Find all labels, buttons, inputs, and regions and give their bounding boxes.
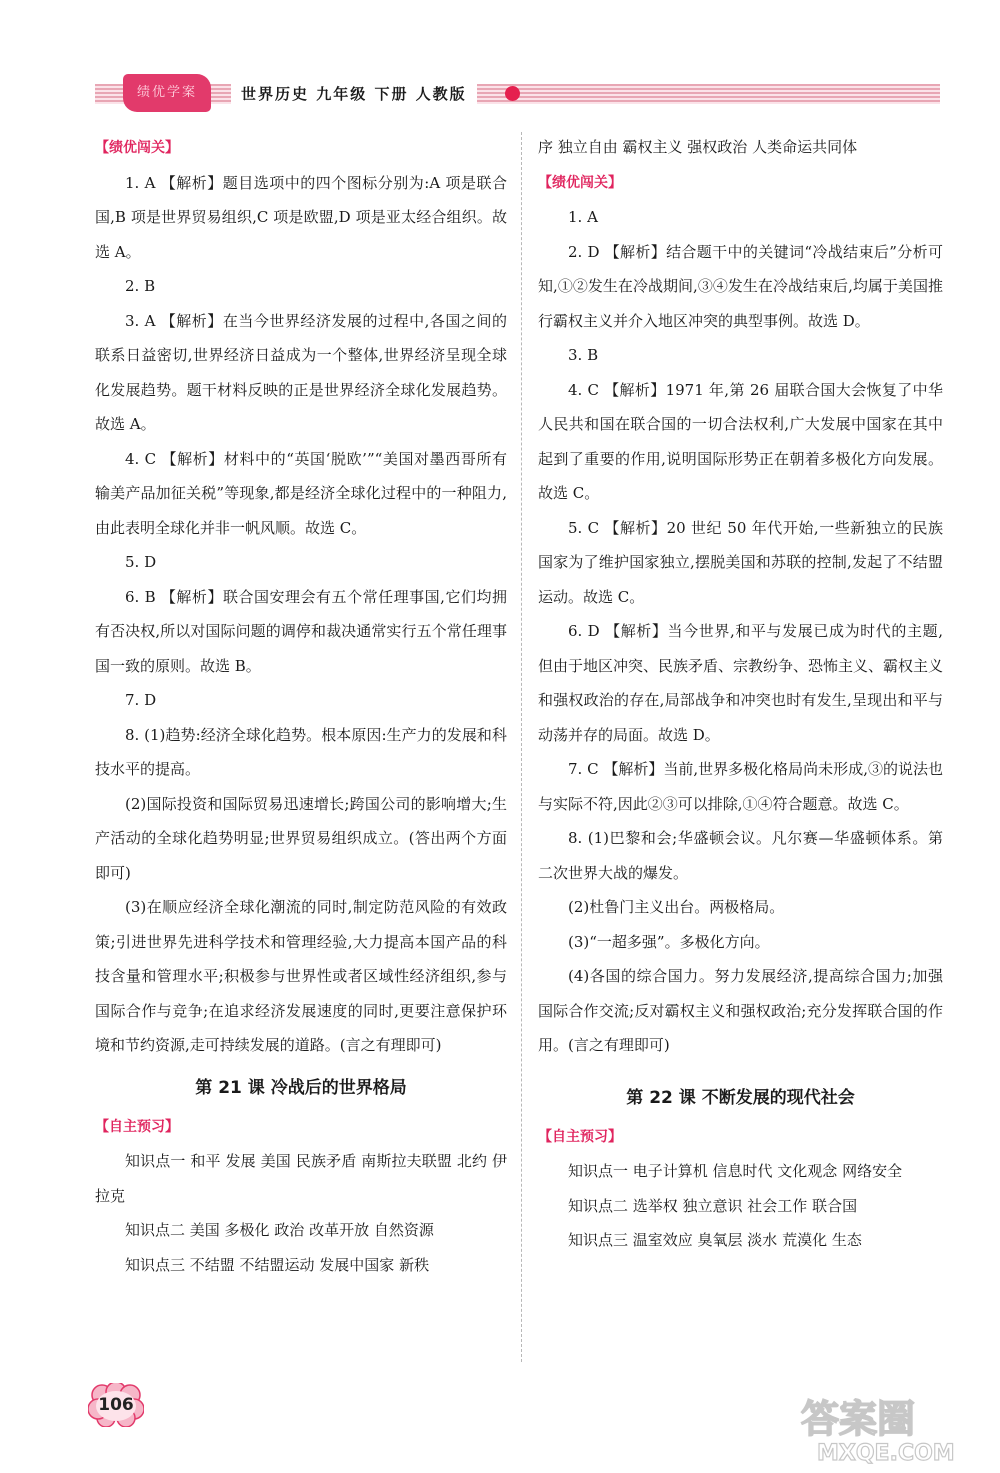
knowledge-point: 知识点二 美国 多极化 政治 改革开放 自然资源 [125, 1221, 434, 1239]
svg-text:MXQE.COM: MXQE.COM [817, 1441, 955, 1465]
section-label-preview: 【自主预习】 [95, 1118, 179, 1135]
answer-item: 8. (1)趋势:经济全球化趋势。根本原因:生产力的发展和科技水平的提高。 [95, 725, 507, 778]
answer-item: 1. A [568, 208, 598, 226]
answer-item: 4. C 【解析】材料中的“英国‘脱欧’”“美国对墨西哥所有输美产品加征关税”等现象,都是经济全球化过程中的一种阻力,由此表明全球化并非一帆风顺。故选 C。 [95, 449, 507, 537]
answer-item: 3. B [568, 346, 599, 364]
answer-item: 2. D 【解析】结合题干中的关键词“冷战结束后”分析可知,①②发生在冷战期间,③④发生在冷战结束后,均属于美国推行霸权主义并介入地区冲突的典型事例。故选 D。 [538, 242, 943, 330]
section-label-practice: 【绩优闯关】 [95, 140, 179, 156]
answer-item: (2)国际投资和国际贸易迅速增长;跨国公司的影响增大;生产活动的全球化趋势明显;世界贸易组织成立。(答出两个方面即可) [95, 794, 507, 882]
watermark-logo [795, 1390, 970, 1465]
answer-item: (3)“一超多强”。多极化方向。 [568, 932, 770, 951]
section-label-preview: 【自主预习】 [538, 1128, 622, 1145]
answer-item: (2)杜鲁门主义出台。两极格局。 [568, 898, 785, 916]
answer-item: 7. C 【解析】当前,世界多极化格局尚未形成,③的说法也与实际不符,因此②③可以排除,①④符合题意。故选 C。 [538, 760, 943, 813]
knowledge-point: 知识点二 选举权 独立意识 社会工作 联合国 [568, 1196, 858, 1215]
page-header [95, 80, 940, 108]
answer-item: 7. D [125, 691, 157, 709]
watermark-graphic [795, 1390, 970, 1465]
answer-item: 6. B 【解析】联合国安理会有五个常任理事国,它们均拥有否决权,所以对国际问题的调停和裁决通常实行五个常任理事国一致的原则。故选 B。 [95, 587, 507, 675]
knowledge-point: 知识点一 电子计算机 信息时代 文化观念 网络安全 [568, 1162, 903, 1180]
answer-item: 5. D [125, 553, 157, 571]
book-title: 世界历史 九年级 下册 人教版 [231, 80, 477, 108]
knowledge-point: 知识点三 不结盟 不结盟运动 发展中国家 新秩 [125, 1255, 430, 1274]
knowledge-point: 知识点三 温室效应 臭氧层 淡水 荒漠化 生态 [568, 1231, 862, 1249]
answer-item: 5. C 【解析】20 世纪 50 年代开始,一些新独立的民族国家为了维护国家独立,摆脱美国和苏联的控制,发起了不结盟运动。故选 C。 [538, 518, 943, 606]
page-number: 106 [98, 1395, 134, 1415]
knowledge-point: 知识点一 和平 发展 美国 民族矛盾 南斯拉夫联盟 北约 伊拉克 [95, 1152, 507, 1205]
header-dot-icon [505, 86, 520, 101]
answer-item: 3. A 【解析】在当今世界经济发展的过程中,各国之间的联系日益密切,世界经济日益成为一个整体,世界经济呈现全球化发展趋势。题干材料反映的正是世界经济全球化发展趋势。故选 A。 [95, 311, 507, 433]
answer-item: 2. B [125, 277, 156, 295]
lesson-title: 第 22 课 不断发展的现代社会 [626, 1087, 855, 1108]
page-number-badge [88, 1383, 144, 1427]
section-label-practice: 【绩优闯关】 [538, 174, 622, 191]
svg-text:答案圈: 答案圈 [801, 1397, 916, 1441]
continued-text: 序 独立自由 霸权主义 强权政治 人类命运共同体 [538, 138, 858, 156]
lesson-title: 第 21 课 冷战后的世界格局 [195, 1077, 407, 1098]
right-column [538, 130, 943, 1258]
answer-item: (4)各国的综合国力。努力发展经济,提高综合国力;加强国际合作交流;反对霸权主义和强权政治;充分发挥联合国的作用。(言之有理即可) [538, 967, 943, 1054]
answer-item: 6. D 【解析】当今世界,和平与发展已成为时代的主题,但由于地区冲突、民族矛盾、宗教纷争、恐怖主义、霸权主义和强权政治的存在,局部战争和冲突也时有发生,呈现出和平与动荡并存的局面。故选 D。 [538, 622, 944, 744]
series-badge: 绩优学案 [123, 74, 211, 112]
answer-item: 8. (1)巴黎和会;华盛顿会议。凡尔赛—华盛顿体系。第二次世界大战的爆发。 [538, 829, 943, 882]
answer-item: (3)在顺应经济全球化潮流的同时,制定防范风险的有效政策;引进世界先进科学技术和管理经验,大力提高本国产品的科技含量和管理水平;积极参与世界性或者区域性经济组织,参与国际合作与竞争;在追求经济发展速度的同时,更要注意保护环境和节约资源,走可持续发展的道路。(言之有理即可) [95, 898, 507, 1054]
left-column [95, 130, 507, 1282]
answer-item: 4. C 【解析】1971 年,第 26 届联合国大会恢复了中华人民共和国在联合国的一切合法权利,广大发展中国家在其中起到了重要的作用,说明国际形势正在朝着多极化方向发展。故选 C。 [538, 380, 943, 502]
column-divider [521, 132, 522, 1362]
answer-item: 1. A 【解析】题目选项中的四个图标分别为:A 项是联合国,B 项是世界贸易组织,C 项是欧盟,D 项是亚太经合组织。故选 A。 [95, 173, 507, 261]
